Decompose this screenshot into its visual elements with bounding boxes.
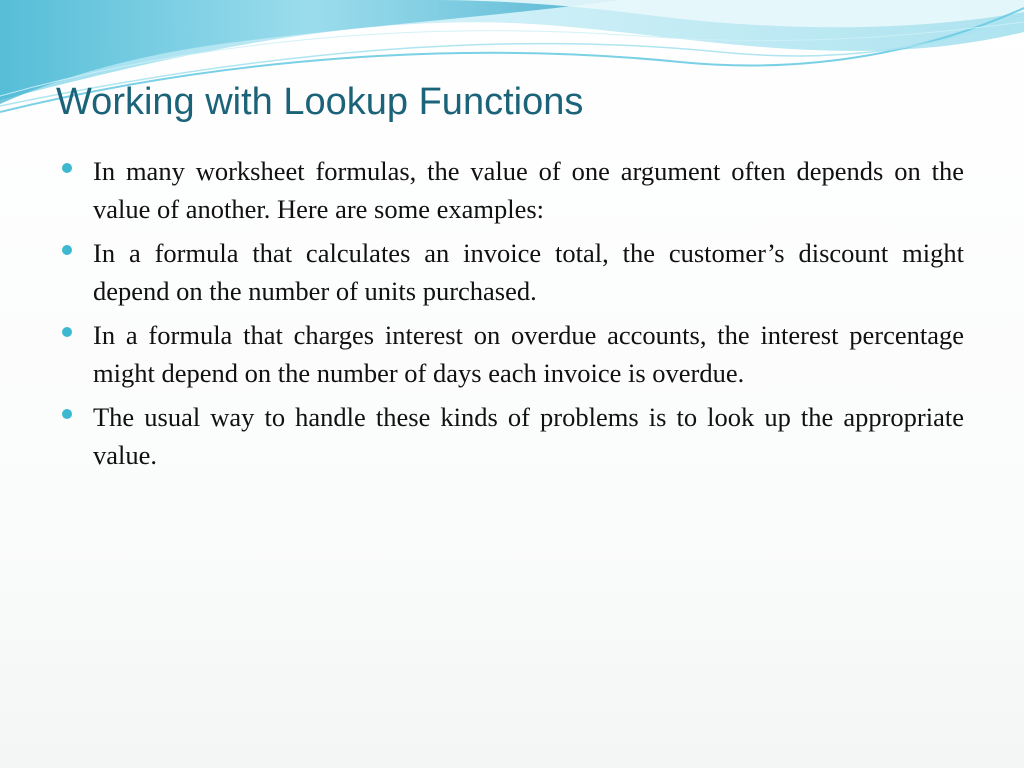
bullet-dot-icon — [62, 327, 72, 337]
bullet-text: In many worksheet formulas, the value of one argument often depends on the value of another. Here are some examples: — [93, 156, 964, 224]
bullet-text: The usual way to handle these kinds of problems is to look up the appropriate value. — [93, 402, 964, 470]
bullet-dot-icon — [62, 245, 72, 255]
bullet-text: In a formula that charges interest on overdue accounts, the interest percentage might depend on the number of days each invoice is overdue. — [93, 320, 964, 388]
bullet-item — [62, 398, 964, 474]
bullet-item — [62, 316, 964, 392]
bullet-item — [62, 152, 964, 228]
bullet-text: In a formula that calculates an invoice total, the customer’s discount might depend on the number of units purchased. — [93, 238, 964, 306]
bullet-list — [62, 152, 964, 480]
bullet-dot-icon — [62, 409, 72, 419]
slide-title: Working with Lookup Functions — [56, 81, 584, 123]
bullet-dot-icon — [62, 163, 72, 173]
bullet-item — [62, 234, 964, 310]
